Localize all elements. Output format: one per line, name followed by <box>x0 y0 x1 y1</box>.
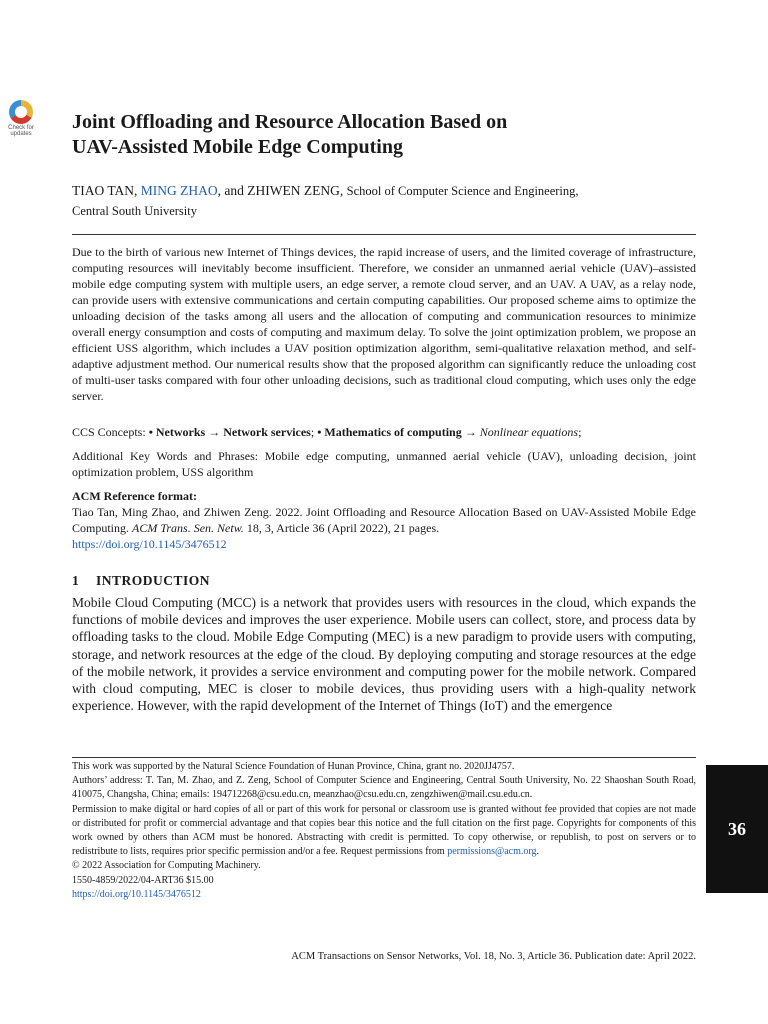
author-list <box>72 181 696 221</box>
ccs-networks: • Networks → Network services <box>148 425 311 439</box>
reference-journal: ACM Trans. Sen. Netw. <box>132 521 244 535</box>
title-line2: UAV-Assisted Mobile Edge Computing <box>72 136 403 158</box>
badge-text-line2: updates <box>10 131 32 137</box>
ccs-mathematics: • Mathematics of computing → <box>317 425 480 439</box>
keywords <box>72 448 696 480</box>
footnotes <box>72 760 696 902</box>
abstract: Due to the birth of various new Internet of Things devices, the rapid increase of users, and the limited coverage of infrastructure, computing resources will inevitably become insufficient. Therefore, we consider an unmanned aerial vehicle (UAV)–assisted mobile edge computing system with multiple users, an edge server, a remote cloud server, and an UAV. A UAV, as a relay node, can provide users with extensive communications and certain computing capabilities. Our proposed scheme aims to optimize the unloading decision of the tasks among all users and the allocation of computing and communication resources to minimize overall energy consumption and costs of computing and maximum delay. To solve the joint optimization problem, we propose an efficient USS algorithm, which includes a UAV position optimization algorithm, semi-qualitative relaxation method, and self-adaptive adjustment method. Our numerical results show that the proposed algorithm can significantly reduce the unloading cost of multi-user tasks compared with four other unloading decisions, such as traditional cloud computing, which uses only the edge server. <box>72 245 696 403</box>
footnote-address: Authors’ address: T. Tan, M. Zhao, and Z. Zeng, School of Computer Science and Engineering, Central South University, No. 22 Shaoshan South Road, 410075, Changsha, China; emails: 194712268@csu.edu.cn, meanzhao@csu.edu.cn, zengzhiwen@mail.csu.edu.cn. <box>72 775 696 801</box>
keywords-label: Additional Key Words and Phrases: <box>72 449 265 463</box>
reference-text: Tiao Tan, Ming Zhao, and Zhiwen Zeng. 2022. Joint Offloading and Resource Allocation Based on UAV-Assisted Mobile Edge Computing. <box>72 505 696 535</box>
footnote-doi-link[interactable]: https://doi.org/10.1145/3476512 <box>72 888 201 900</box>
permission-end: . <box>536 846 539 858</box>
badge-text-line1: Check for <box>8 125 34 131</box>
ccs-label: CCS Concepts: <box>72 425 149 439</box>
ccs-end: ; <box>578 425 582 439</box>
reference-doi-link[interactable]: https://doi.org/10.1145/3476512 <box>72 537 227 551</box>
reference-details: 18, 3, Article 36 (April 2022), 21 pages. <box>243 521 440 535</box>
ccs-nonlinear: Nonlinear equations <box>479 425 579 439</box>
ccs-separator: ; <box>310 425 318 439</box>
acm-reference-format <box>72 488 696 552</box>
footnote-copyright: © 2022 Association for Computing Machinery. <box>72 860 261 872</box>
author-tiao-tan: TIAO TAN, <box>72 183 141 198</box>
ccs-concepts <box>72 424 696 440</box>
abstract-top-rule <box>72 234 696 235</box>
check-for-updates-icon <box>9 100 33 124</box>
section-number: 1 <box>72 573 80 588</box>
article-number-tab: 36 <box>706 765 768 893</box>
footnote-issn: 1550-4859/2022/04-ART36 $15.00 <box>72 874 214 886</box>
author-ming-zhao-link[interactable]: MING ZHAO <box>140 183 218 198</box>
section-title: INTRODUCTION <box>96 573 211 588</box>
introduction-paragraph: Mobile Cloud Computing (MCC) is a network that provides users with resources in the cloud, which expands the functions of mobile devices and improves the user experience. Mobile users can collect, store, and process data by offloading tasks to the cloud. Mobile Edge Computing (MEC) is a new paradigm to provide users with computing, storage, and network resources at the edge of the cloud. By deploying computing and storage resources at the edge of the mobile network, it provides a service environment and computing power for the mobile network. Compared with cloud computing, MEC is closer to mobile devices, thus providing users with a high-quality network experience. However, with the rapid development of the Internet of Things (IoT) and the emergence <box>72 595 696 714</box>
reference-heading: ACM Reference format: <box>72 489 198 503</box>
badge-text <box>8 125 34 137</box>
affiliation-line2: Central South University <box>72 204 197 218</box>
author-zhiwen-zeng: , and ZHIWEN ZENG, <box>217 183 347 198</box>
affiliation-line1: School of Computer Science and Engineering, <box>346 184 579 198</box>
title-line1: Joint Offloading and Resource Allocation Based on <box>72 111 508 133</box>
permissions-email-link[interactable]: permissions@acm.org <box>447 846 537 858</box>
permission-text: Permission to make digital or hard copies of all or part of this work for personal or classroom use is granted without fee provided that copies are not made or distributed for profit or commercial advantage and that copies bear this notice and the full citation on the first page. Copyrights for components of this work owned by others than ACM must be honored. Abstracting with credit is permitted. To copy otherwise, or republish, to post on servers or to redistribute to lists, requires prior specific permission and/or a fee. Request permissions from <box>72 803 696 858</box>
footnote-permission <box>72 803 696 860</box>
keywords-text: Mobile edge computing, unmanned aerial vehicle (UAV), unloading decision, joint optimization problem, USS algorithm <box>72 449 696 479</box>
section-heading-introduction <box>72 573 696 589</box>
paper-title <box>72 110 672 160</box>
footnote-funding: This work was supported by the Natural Science Foundation of Hunan Province, China, grant no. 2020JJ4757. <box>72 761 515 772</box>
footnote-rule <box>72 757 696 758</box>
check-for-updates-badge[interactable] <box>0 98 42 140</box>
page-footer: ACM Transactions on Sensor Networks, Vol. 18, No. 3, Article 36. Publication date: April 2022. <box>291 951 696 962</box>
